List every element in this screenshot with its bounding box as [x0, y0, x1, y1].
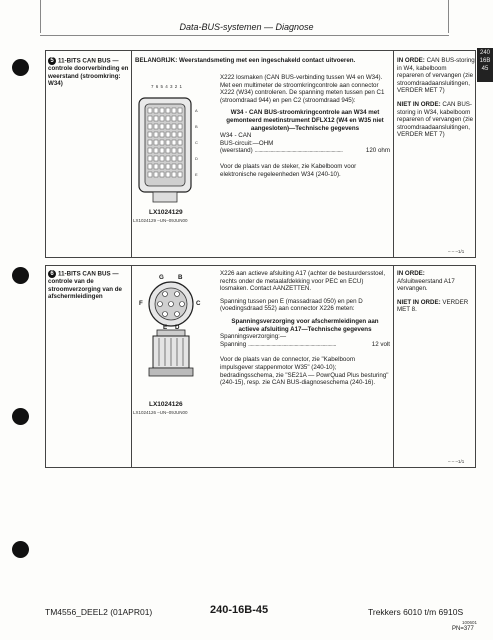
spec-line: W34 - CAN — [220, 132, 252, 140]
dot-leader: ........................................................................ — [248, 340, 336, 348]
spec-heading: W34 - CAN BUS-stroomkringcontrole aan W34 met gemonteerd meetinstrument DFLX12 (W4 en W35 niet aangesloten)—Technische gegevens — [226, 109, 384, 132]
svg-text:B: B — [195, 124, 198, 129]
instruction-text: X222 losmaken (CAN BUS-verbinding tussen W4 en W34). — [220, 74, 383, 81]
tab-line: 45 — [481, 66, 489, 72]
tab-line: 16B — [479, 58, 491, 64]
spec-value: 12 volt — [371, 340, 390, 348]
important-note: BELANGRIJK: Weerstandsmeting met een ingeschakeld contact uitvoeren. — [135, 57, 356, 64]
box-border — [45, 467, 476, 468]
pin-letter: D — [175, 324, 180, 331]
svg-text:A: A — [195, 108, 198, 113]
step-5-results — [397, 57, 475, 139]
box-border — [45, 265, 46, 467]
result-not-ok-title: NIET IN ORDE: — [397, 298, 441, 306]
box-border — [475, 265, 476, 467]
continuation-marker: – – –1/1 — [448, 249, 465, 254]
spec-line: BUS-circuit:—OHM — [220, 139, 274, 147]
footer-code: 100601 — [462, 620, 478, 625]
step-5-title — [48, 57, 130, 88]
pin-letter: E — [163, 324, 168, 331]
result-not-ok-text: VERDER MET 8. — [397, 298, 469, 314]
connector-x226-image — [135, 272, 215, 422]
svg-text:C: C — [195, 140, 198, 145]
section-tab — [477, 48, 493, 82]
step-title-text: 11-BITS CAN BUS — controle doorverbinding en weerstand (stroomkring: W34) — [48, 57, 129, 88]
pin-letter: F — [139, 300, 143, 307]
box-border — [393, 50, 394, 257]
reference-text: Voor de plaats van de steker, zie Kabelboom voor elektronische regeleenheden W34 (240-10). — [220, 162, 357, 178]
step-6-instructions — [220, 270, 390, 387]
step-6-title — [48, 270, 130, 301]
step-title-text: 11-BITS CAN BUS — controle van de stroomverzorging van de afschermleidingen — [48, 270, 122, 301]
binder-hole — [12, 267, 29, 284]
spec-value-row — [220, 341, 390, 349]
box-border — [475, 50, 476, 257]
continuation-marker: – – –1/1 — [448, 459, 465, 464]
box-border — [393, 265, 394, 467]
image-label: LX1024129 — [149, 209, 183, 216]
footer-manual-id: TM4556_DEEL2 (01APR01) — [45, 607, 153, 617]
tab-line: 240 — [479, 50, 490, 56]
box-border — [45, 257, 476, 258]
box-border — [45, 265, 476, 266]
box-border — [45, 50, 476, 51]
spec-value-row — [220, 147, 390, 155]
result-not-ok-text: CAN BUS-storing in W34, kabelboom repareren of vervangen (zie stroomdraadaansluitingen, VERDER MET 7) — [397, 100, 474, 139]
spec-line: Spanningsverzorging:— — [220, 333, 287, 341]
box-border — [131, 50, 132, 257]
instruction-text: X226 aan actieve afsluiting A17 (achter de bestuurdersstoel, rechts onder de metaalafdekking voor PEC en ECU) losmaken. Contact AANZETTEN. — [220, 270, 386, 293]
page-header-title: Data-BUS-systemen — Diagnose — [179, 22, 314, 32]
box-border — [131, 265, 132, 467]
binder-hole — [12, 541, 29, 558]
spec-value: 120 ohm — [365, 147, 390, 155]
reference-text: Voor de plaats van de connector, zie "Kabelboom impulsgever stappenmotor W35" (240-10); bedradingsschema, zie "SE21A — PowrQuad Plus besturing" (240-15), resp. zie CAN BUS-diagnoseschema (240-16). — [220, 356, 389, 387]
svg-text:E: E — [195, 172, 198, 177]
result-ok-text: CAN BUS-storing in W4, kabelboom repareren of vervangen (zie stroomdraadaansluitingen, VERDER MET 7) — [397, 57, 475, 95]
result-not-ok — [397, 101, 475, 139]
step-6-results — [397, 270, 475, 314]
svg-text:D: D — [195, 156, 198, 161]
footer-pn: PN=377 — [452, 626, 474, 632]
spec-label: Spanning — [220, 340, 247, 348]
spec-heading: Spanningsverzorging voor afschermleidingen aan actieve afsluiting A17—Technische gegevens — [231, 317, 379, 333]
footer-page-number: 240-16B-45 — [210, 604, 269, 616]
result-not-ok — [397, 299, 475, 314]
image-label: LX1024126 — [149, 401, 183, 408]
binder-hole — [12, 408, 29, 425]
header-rule — [40, 35, 449, 36]
pin-number-label: 7 6 5 4 3 2 1 — [151, 84, 183, 89]
image-sub-label: LX1024129 –UN–09JUN00 — [133, 218, 188, 223]
step-5-instructions — [220, 74, 390, 178]
box-border — [45, 50, 46, 257]
footer-model-range: Trekkers 6010 t/m 6910S — [368, 607, 464, 617]
result-ok-title: IN ORDE: — [397, 57, 425, 64]
step-number-badge: 6 — [48, 270, 56, 278]
result-ok — [397, 270, 475, 293]
dot-leader: ........................................................................ — [254, 147, 343, 155]
result-ok-title: IN ORDE: — [397, 270, 425, 277]
binder-hole — [12, 59, 29, 76]
step-number-badge: 5 — [48, 57, 56, 65]
result-ok-text: Afsluitweerstand A17 vervangen. — [397, 277, 455, 293]
instruction-text: Spanning tussen pen E (massadraad 050) en pen D (voedingsdraad 552) aan connector X226 meten: — [220, 297, 363, 313]
pin-letter: B — [178, 274, 183, 281]
image-sub-label: LX1024126 –UN–09JUN00 — [133, 410, 188, 415]
pin-letter: G — [159, 274, 164, 281]
instruction-text: Met een multimeter de stroomkringcontrole aan connector X222 (W34) controleren. De spanning meten tussen pen C1 (stroomdraad 944) en pen C2 (stroomdraad 945): — [220, 81, 385, 104]
result-not-ok-title: NIET IN ORDE: — [397, 100, 441, 108]
spec-label: (weerstand) — [220, 147, 253, 155]
connector-x222-image — [135, 78, 215, 228]
result-ok — [397, 57, 475, 95]
pin-letter: C — [196, 300, 201, 307]
